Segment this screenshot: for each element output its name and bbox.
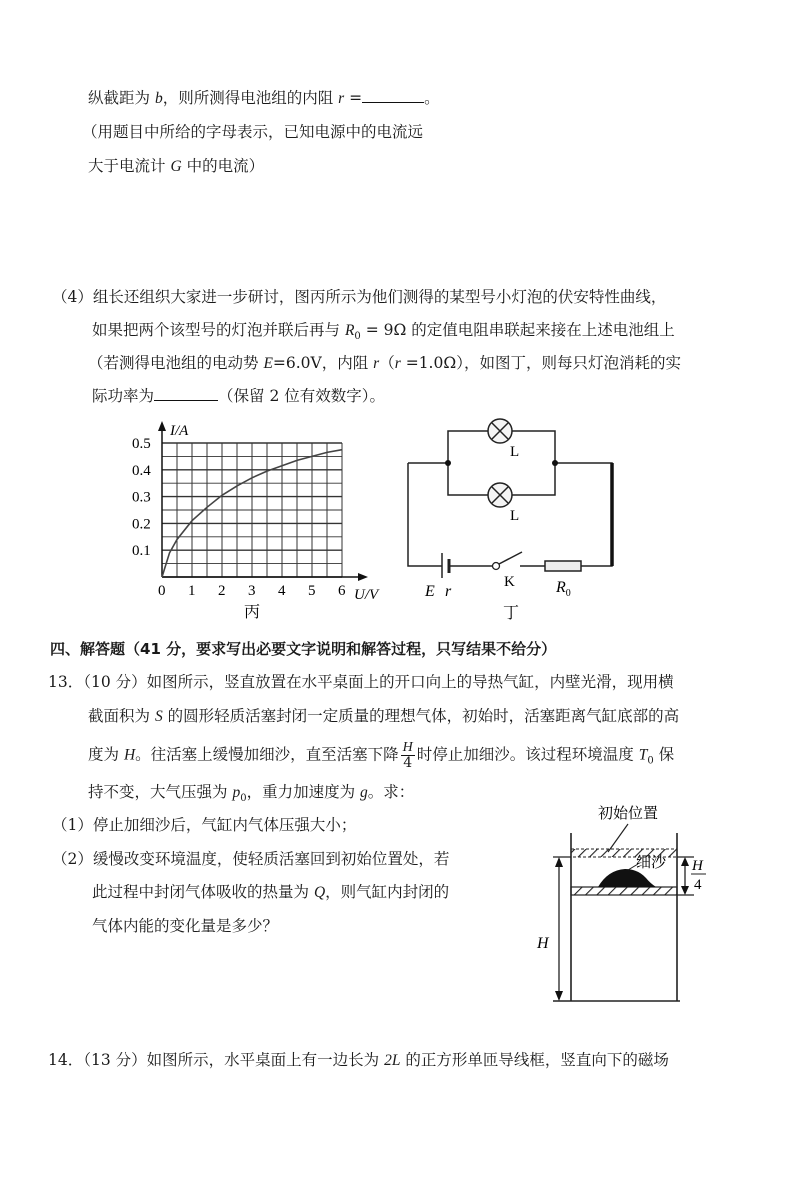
var-g: g — [360, 784, 368, 801]
quarter-den: 4 — [694, 877, 702, 893]
y-tick-label: 0.4 — [132, 462, 151, 479]
circuit-diagram — [400, 418, 630, 623]
arrow-down-icon — [681, 886, 689, 895]
q12-line2: （用题目中所给的字母表示，已知电源中的电流远 — [82, 123, 424, 141]
arrow-up-icon — [681, 857, 689, 866]
q12-part4-line4 — [92, 386, 385, 406]
lamp-label-top: L — [510, 444, 520, 460]
text: 保 — [653, 745, 675, 764]
q12-part4-line1: （4）组长还组织大家进一步研讨，图丙所示为他们测得的某型号小灯泡的伏安特性曲线， — [52, 288, 667, 306]
wire-right — [555, 463, 612, 566]
arrow-up-icon — [555, 857, 563, 867]
q13-line4 — [88, 782, 414, 809]
q13-line1: 13．（10 分）如图所示，竖直放置在水平桌面上的开口向上的导热气缸，内壁光滑，现用横 — [48, 673, 674, 691]
var-R0: R — [344, 322, 355, 339]
text: 截面积为 — [88, 707, 155, 725]
q13-part2-line3: 气体内能的变化量是多少？ — [92, 917, 279, 935]
subscript: 0 — [647, 755, 654, 767]
x-tick-label: 0 — [158, 583, 166, 599]
var-S: S — [154, 708, 163, 725]
q12-line1 — [88, 88, 440, 109]
x-tick-label: 6 — [338, 583, 346, 599]
leader-line — [608, 824, 628, 852]
wire-left — [408, 463, 442, 566]
text: （若测得电池组的电动势 — [88, 354, 264, 372]
y-tick-label: 0.2 — [132, 516, 151, 533]
text: 中的电流） — [181, 157, 265, 175]
internal-r-label: r — [445, 583, 452, 600]
fraction-den: 4 — [403, 755, 413, 771]
text: 的正方形单匝导线框，竖直向下的磁场 — [400, 1051, 669, 1069]
q14-line1 — [48, 1050, 669, 1071]
junction-left — [445, 460, 451, 466]
chart-grid — [162, 443, 342, 577]
text: 。 — [424, 89, 440, 107]
q13-line2 — [88, 706, 679, 727]
text: 持不变，大气压强为 — [88, 783, 233, 801]
text: ，则所测得电池组的内阻 — [162, 89, 339, 107]
sand-label: 细沙 — [636, 855, 667, 871]
q12-part4-line3 — [88, 353, 681, 374]
x-tick-label: 4 — [278, 583, 286, 599]
var-b: b — [154, 90, 163, 107]
text: 时停止加细沙。该过程环境温度 — [416, 745, 639, 764]
y-tick-label: 0.1 — [132, 543, 151, 560]
subscript: 0 — [240, 793, 247, 805]
fraction-h-over-4 — [401, 740, 415, 771]
x-axis-label: U/V — [354, 587, 379, 603]
h-label: H — [537, 935, 549, 952]
var-2L: 2L — [384, 1052, 401, 1069]
chart-ticks — [132, 436, 346, 599]
lamp-icon-top — [488, 419, 512, 443]
x-tick-label: 1 — [188, 583, 196, 599]
x-tick-label: 5 — [308, 583, 316, 599]
text: （ — [379, 354, 395, 372]
initial-position-label: 初始位置 — [598, 806, 659, 822]
var-T: T — [638, 746, 648, 764]
var-p: p — [232, 784, 241, 801]
resistor-label: $R_0$ — [556, 579, 571, 599]
piston — [571, 887, 677, 895]
quarter-num: H — [692, 858, 703, 874]
text: 度为 — [88, 745, 124, 764]
wire-branch-top-left — [448, 431, 488, 463]
text: 的圆形轻质活塞封闭一定质量的理想气体，初始时，活塞距离气缸底部的高 — [162, 707, 680, 725]
text: ，则气缸内封闭的 — [325, 883, 450, 901]
q13-part2-line2 — [92, 882, 449, 903]
y-axis-arrow-icon — [158, 421, 166, 431]
text: =6.0V，内阻 — [272, 354, 374, 372]
lamp-icon-bottom — [488, 483, 512, 507]
text: （保留 2 位有效数字）。 — [218, 387, 385, 405]
lamp-label-bottom: L — [510, 508, 520, 524]
var-H: H — [123, 746, 136, 764]
wire-branch-right — [512, 431, 555, 495]
text: 。求： — [367, 783, 415, 801]
text: 际功率为 — [92, 387, 155, 405]
resistor-icon — [545, 561, 581, 571]
text: = 9Ω 的定值电阻串联起来接在上述电池组上 — [360, 321, 675, 339]
text: 如果把两个该型号的灯泡并联后再与 — [92, 321, 345, 339]
q13-part1: （1）停止加细沙后，气缸内气体压强大小； — [52, 816, 357, 834]
iu-chart — [120, 418, 410, 623]
var-r: r — [338, 90, 345, 107]
answer-blank-r[interactable] — [362, 88, 424, 103]
section-4-title: 四、解答题（41 分，要求写出必要文字说明和解答过程，只写结果不给分） — [50, 640, 557, 658]
x-axis-arrow-icon — [358, 573, 368, 581]
chart-axes — [158, 421, 368, 581]
switch-label: K — [504, 574, 515, 590]
y-tick-label: 0.3 — [132, 489, 151, 506]
q12-part4-line2 — [92, 320, 675, 347]
text: 纵截距为 — [88, 89, 155, 107]
var-E: E — [263, 355, 273, 372]
text: 此过程中封闭气体吸收的热量为 — [92, 883, 314, 901]
var-g: G — [170, 158, 182, 175]
subscript: 0 — [354, 331, 361, 343]
junction-right — [552, 460, 558, 466]
sand-pile — [598, 869, 656, 887]
text: 。往活塞上缓慢加细沙，直至活塞下降 — [135, 745, 399, 764]
text: =1.0Ω），如图丁，则每只灯泡消耗的实 — [400, 354, 681, 372]
arrow-down-icon — [555, 991, 563, 1001]
y-tick-label: 0.5 — [132, 436, 151, 452]
circuit-caption: 丁 — [503, 605, 520, 622]
switch-pivot — [493, 563, 500, 570]
var-r: r — [373, 355, 380, 372]
fraction-num: H — [402, 740, 413, 755]
var-r: r — [394, 355, 401, 372]
cylinder-diagram — [520, 790, 720, 1010]
text: ，重力加速度为 — [246, 783, 360, 801]
answer-blank-power[interactable] — [154, 386, 218, 401]
q13-part2-line1: （2）缓慢改变环境温度，使轻质活塞回到初始位置处，若 — [52, 850, 450, 868]
q13-line3 — [88, 740, 674, 772]
y-axis-label: I/A — [170, 423, 189, 439]
q12-line3 — [88, 156, 264, 177]
emf-label: E — [425, 583, 435, 600]
switch-icon — [499, 552, 522, 564]
text: = — [344, 89, 363, 107]
text: 大于电流计 — [88, 157, 171, 175]
chart-caption: 丙 — [244, 604, 261, 621]
x-tick-label: 2 — [218, 583, 226, 599]
var-Q: Q — [313, 884, 326, 901]
wire-branch-bottom-left — [448, 463, 488, 495]
x-tick-label: 3 — [248, 583, 256, 599]
text: 14．（13 分）如图所示，水平桌面上有一边长为 — [48, 1051, 385, 1069]
